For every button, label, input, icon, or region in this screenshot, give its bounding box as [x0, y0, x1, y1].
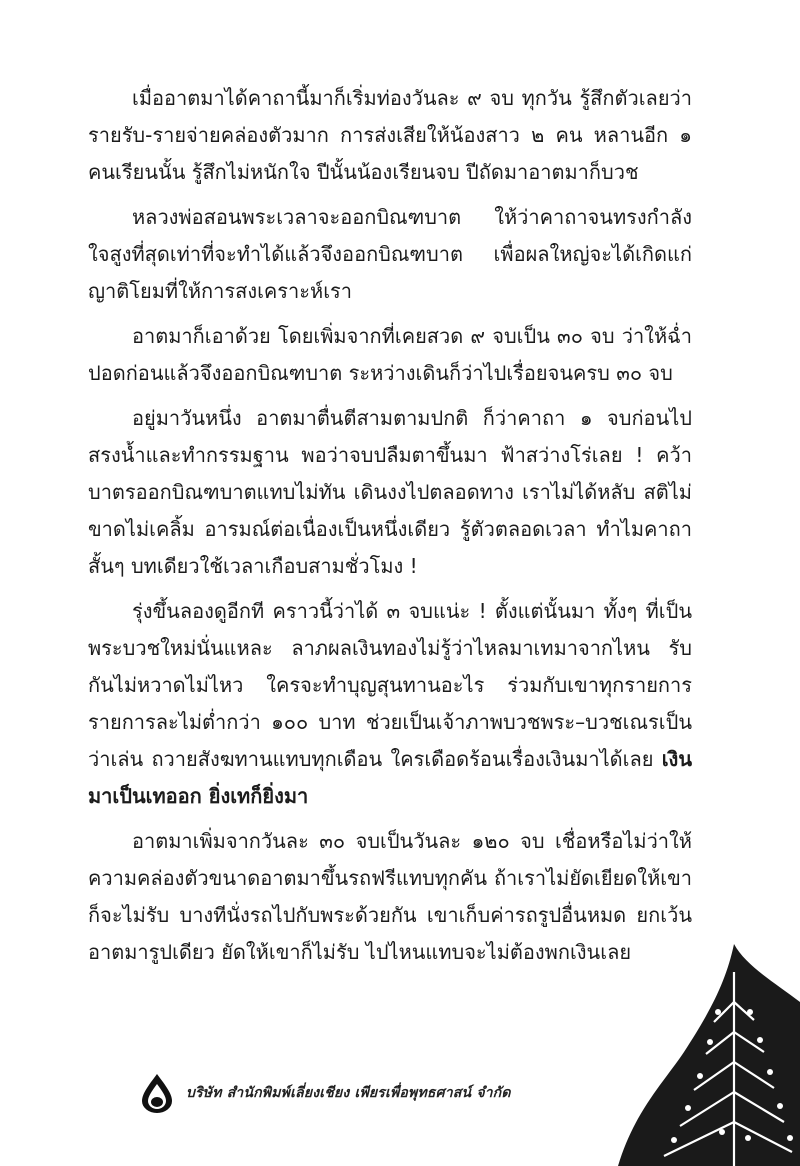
bold-emphasis: เงินมาเป็นเทออก ยิ่งเทก็ยิ่งมา: [88, 747, 692, 808]
paragraph: อยู่มาวันหนึ่ง อาตมาตื่นตีสามตามปกติ ก็ว่าคาถา ๑ จบก่อนไปสรงน้ำและทำกรรมฐาน พอว่าจบปลืมตาขึ้นมา ฟ้าสว่างโร่เลย ! คว้าบาตรออกบิณฑบาตแทบไม่ทัน เดินงงไปตลอดทาง เราไม่ได้หลับ สติไม่ขาดไม่เคลิ้ม อารมณ์ต่อเนื่องเป็นหนึ่งเดียว รู้ตัวตลอดเวลา ทำไมคาถาสั้นๆ บทเดียวใช้เวลาเกือบสามชั่วโมง !: [88, 406, 692, 578]
page-footer: [140, 1070, 680, 1120]
paragraph: เมื่ออาตมาได้คาถานี้มาก็เริ่มท่องวันละ ๙ จบ ทุกวัน รู้สึกตัวเลยว่ารายรับ-รายจ่ายคล่องตัวมาก การส่งเสียให้น้องสาว ๒ คน หลานอีก ๑ คนเรียนนั้น รู้สึกไม่หนักใจ ปีนั้นน้องเรียนจบ ปีถัดมาอาตมาก็บวช: [88, 86, 692, 184]
paragraph: [88, 593, 692, 815]
publisher-name: บริษัท สำนักพิมพ์เลี่ยงเชียง เพียรเพื่อพุทธศาสน์ จำกัด: [186, 1085, 511, 1101]
paragraph: อาตมาก็เอาด้วย โดยเพิ่มจากที่เคยสวด ๙ จบเป็น ๓๐ จบ ว่าให้ฉ่ำปอดก่อนแล้วจึงออกบิณฑบาต ระหว่างเดินก็ว่าไปเรื่อยจนครบ ๓๐ จบ: [88, 324, 692, 385]
paragraph: อาตมาเพิ่มจากวันละ ๓๐ จบเป็นวันละ ๑๒๐ จบ เชื่อหรือไม่ว่าให้ความคล่องตัวขนาดอาตมาขึ้นรถฟรีแทบทุกคัน ถ้าเราไม่ยัดเยียดให้เขาก็จะไม่รับ บางทีนั่งรถไปกับพระด้วยกัน เขาเก็บค่ารถรูปอื่นหมด ยกเว้นอาตมารูปเดียว ยัดให้เขาก็ไม่รับ ไปไหนแทบจะไม่ต้องพกเงินเลย: [88, 829, 692, 964]
paragraph-text: รุ่งขึ้นลองดูอีกที คราวนี้ว่าได้ ๓ จบแน่ะ ! ตั้งแต่นั้นมา ทั้งๆ ที่เป็นพระบวชใหม่นั่นแหละ ลาภผลเงินทองไม่รู้ว่าไหลมาเทมาจากไหน รับกันไม่หวาดไม่ไหว ใครจะทำบุญสุนทานอะไร ร่วมกับเขาทุกรายการ รายการละไม่ต่ำกว่า ๑๐๐ บาท ช่วยเป็นเจ้าภาพบวชพระ–บวชเณรเป็นว่าเล่น ถวายสังฆทานแทบทุกเดือน ใครเดือดร้อนเรื่องเงินมาได้เลย: [88, 599, 692, 771]
page-body: [88, 80, 692, 979]
water-drop-icon: [140, 1072, 174, 1114]
bodhi-leaf-tree-icon: [614, 942, 800, 1166]
paragraph: หลวงพ่อสอนพระเวลาจะออกบิณฑบาต ให้ว่าคาถาจนทรงกำลังใจสูงที่สุดเท่าที่จะทำได้แล้วจึงออกบิณฑบาต เพื่อผลใหญ่จะได้เกิดแก่ญาติโยมที่ให้การสงเคราะห์เรา: [88, 205, 692, 303]
